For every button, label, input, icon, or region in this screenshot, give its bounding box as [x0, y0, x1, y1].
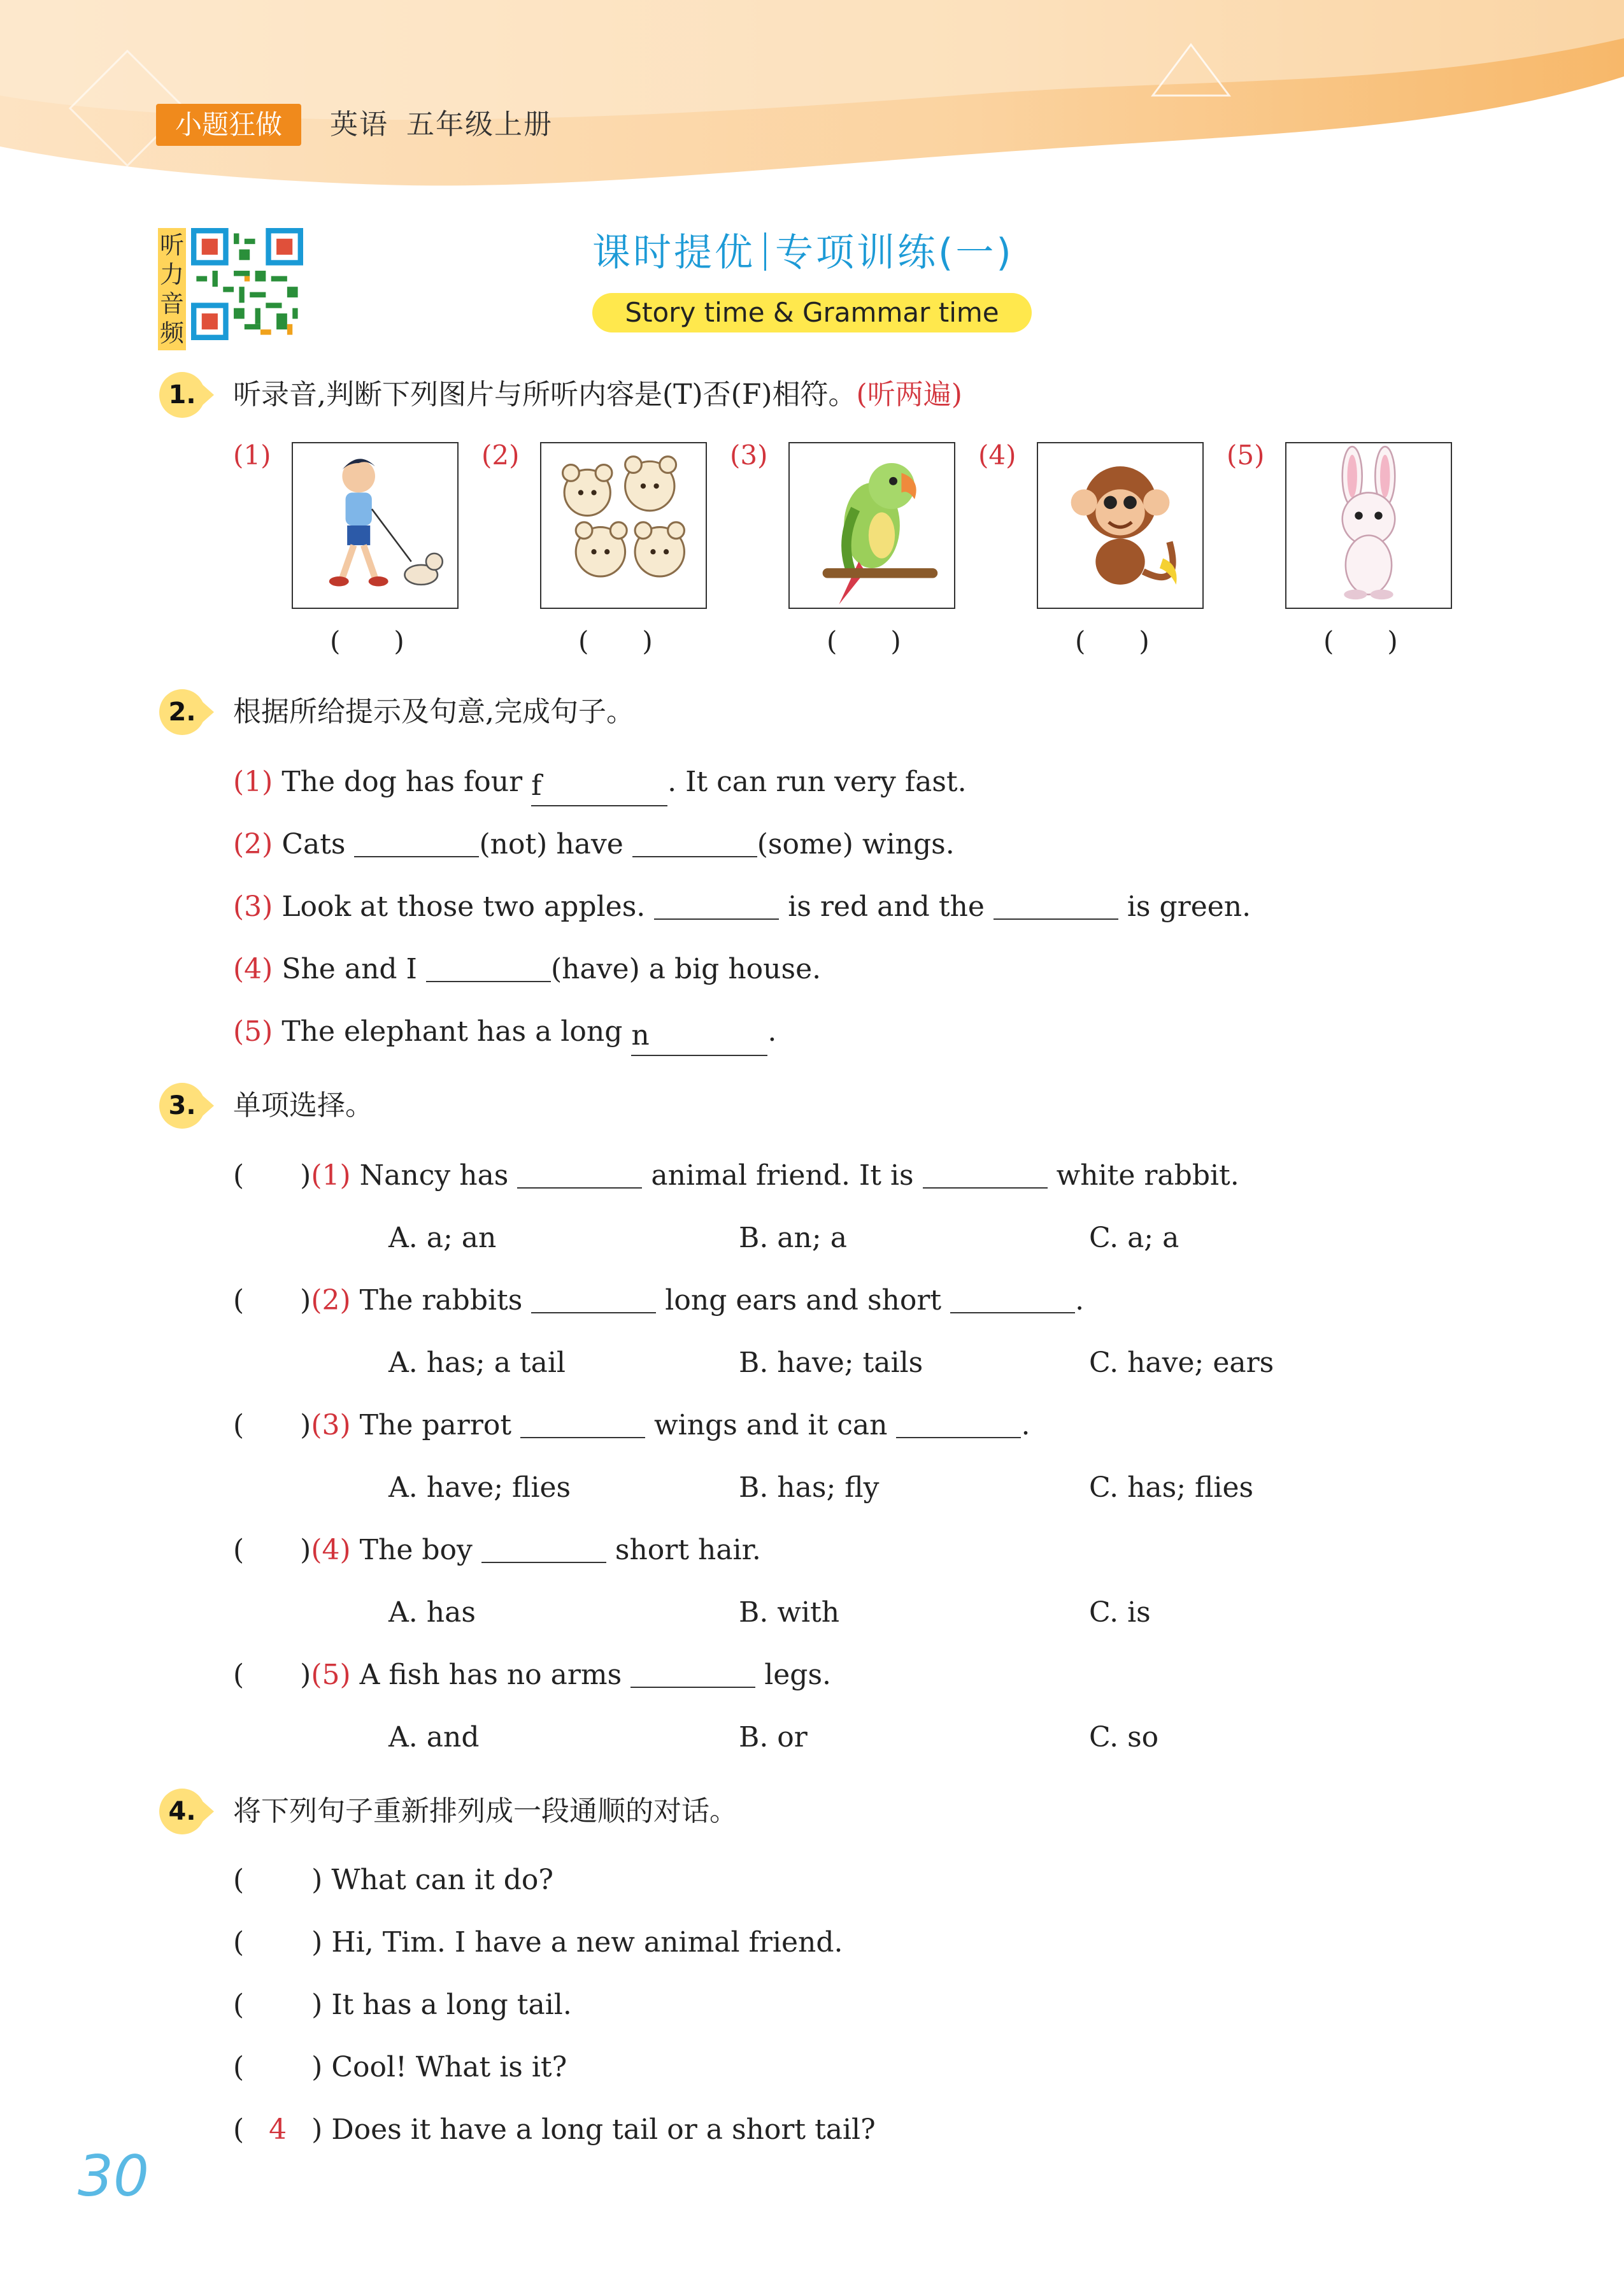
title-divider	[764, 232, 766, 271]
answer-blank[interactable]	[531, 767, 667, 806]
question-text: white rabbit.	[1047, 1159, 1239, 1192]
sentence-text: Look at those two apples.	[281, 890, 655, 923]
option-b[interactable]: B. have; tails	[739, 1347, 923, 1379]
answer-paren[interactable]: ( )	[233, 1534, 311, 1566]
item-number: (5)	[311, 1659, 351, 1691]
option-c[interactable]: C. have; ears	[1089, 1347, 1274, 1379]
section-1-number: 1.	[159, 372, 205, 418]
rabbit-icon	[1286, 443, 1451, 608]
parrot-icon	[790, 443, 954, 608]
subject-label: 英语	[330, 108, 388, 141]
answer-blank	[517, 1159, 642, 1189]
question-text: The parrot	[359, 1409, 521, 1441]
section-1-note: (听两遍)	[856, 378, 962, 411]
qr-label: 听力音频	[158, 228, 186, 350]
sentence-text: . It can run very fast.	[667, 766, 967, 798]
dialogue-line-1	[233, 1861, 553, 1899]
blank-hint-letter: n	[631, 1019, 650, 1052]
paren-close: )	[311, 1926, 323, 1959]
dialogue-text: Does it have a long tail or a short tail?	[331, 2113, 876, 2146]
paren-open: (	[233, 1989, 245, 2021]
choice-question-5	[233, 1656, 831, 1694]
option-a[interactable]: A. have; flies	[388, 1471, 571, 1504]
section-2-number: 2.	[159, 689, 205, 735]
paren-close: )	[311, 1989, 323, 2021]
header-banner	[0, 0, 1624, 197]
answer-paren-1[interactable]: ( )	[330, 625, 404, 657]
answer-paren[interactable]: ( )	[233, 1409, 311, 1441]
question-text: wings and it can	[645, 1409, 897, 1441]
question-text: legs.	[755, 1659, 832, 1691]
option-a[interactable]: A. a; an	[388, 1222, 497, 1254]
sentence-text: is green.	[1118, 890, 1251, 923]
series-tag: 小题狂做	[156, 104, 301, 146]
choice-question-1	[233, 1157, 1239, 1195]
option-a[interactable]: A. has	[388, 1596, 476, 1629]
fill-sentence-2	[233, 825, 955, 864]
sentence-text: She and I	[281, 953, 426, 985]
picture-number-2: (2)	[481, 439, 520, 471]
picture-2	[540, 442, 707, 609]
sentence-text: The dog has four	[281, 766, 532, 798]
sentence-text: (not) have	[479, 828, 632, 861]
picture-1	[292, 442, 459, 609]
paren-close: )	[311, 2113, 323, 2146]
paren-close: )	[311, 1864, 323, 1896]
lesson-title-left: 课时提优	[592, 231, 755, 275]
item-number: (4)	[233, 953, 273, 985]
item-number: (1)	[311, 1159, 351, 1192]
item-number: (2)	[311, 1284, 351, 1317]
answer-blank[interactable]	[632, 828, 757, 857]
dialogue-text: Cool! What is it?	[331, 2051, 567, 2083]
dialogue-text: Hi, Tim. I have a new animal friend.	[331, 1926, 843, 1959]
boy-walking-dog-icon	[293, 443, 457, 608]
section-2-instruction: 根据所给提示及句意,完成句子。	[233, 696, 634, 728]
question-text: Nancy has	[359, 1159, 518, 1192]
option-a[interactable]: A. and	[388, 1721, 480, 1754]
order-answer[interactable]: 4	[269, 2113, 287, 2146]
item-number: (3)	[311, 1409, 351, 1441]
paren-open: (	[233, 2113, 245, 2146]
lesson-title	[592, 224, 1014, 282]
answer-blank[interactable]	[654, 890, 779, 920]
dialogue-line-3	[233, 1986, 572, 2024]
item-number: (3)	[233, 890, 273, 923]
answer-blank[interactable]	[354, 828, 479, 857]
question-text: .	[1021, 1409, 1030, 1441]
sentence-text: Cats	[281, 828, 355, 861]
sentence-text: is red and the	[779, 890, 994, 923]
picture-number-4: (4)	[978, 439, 1016, 471]
answer-blank	[630, 1659, 755, 1688]
answer-blank	[923, 1159, 1048, 1189]
blank-hint-letter: f	[531, 769, 542, 802]
sentence-text: The elephant has a long	[281, 1015, 632, 1048]
answer-paren[interactable]: ( )	[233, 1284, 311, 1317]
fill-sentence-5	[233, 1013, 776, 1056]
option-c[interactable]: C. so	[1089, 1721, 1159, 1754]
paren-open: (	[233, 1864, 245, 1896]
monkey-icon	[1038, 443, 1202, 608]
dialogue-text: It has a long tail.	[331, 1989, 572, 2021]
choice-question-2	[233, 1282, 1084, 1320]
answer-blank[interactable]	[994, 890, 1118, 920]
option-b[interactable]: B. an; a	[739, 1222, 847, 1254]
paren-close: )	[311, 2051, 323, 2083]
option-c[interactable]: C. is	[1089, 1596, 1151, 1629]
lesson-title-right: 专项训练(一)	[775, 231, 1014, 275]
question-text: A fish has no arms	[359, 1659, 631, 1691]
answer-paren[interactable]: ( )	[233, 1659, 311, 1691]
item-number: (5)	[233, 1015, 273, 1048]
option-b[interactable]: B. has; fly	[739, 1471, 880, 1504]
fill-sentence-4	[233, 950, 821, 989]
answer-paren-5[interactable]: ( )	[1323, 625, 1398, 657]
option-c[interactable]: C. has; flies	[1089, 1471, 1254, 1504]
picture-number-5: (5)	[1227, 439, 1265, 471]
section-4-instruction: 将下列句子重新排列成一段通顺的对话。	[233, 1795, 737, 1827]
sentence-text: .	[767, 1015, 777, 1048]
question-text: animal friend. It is	[642, 1159, 923, 1192]
option-b[interactable]: B. with	[739, 1596, 840, 1629]
paren-open: (	[233, 2051, 245, 2083]
fill-sentence-1	[233, 763, 967, 806]
picture-number-1: (1)	[233, 439, 271, 471]
answer-blank	[896, 1409, 1021, 1438]
question-text: short hair.	[606, 1534, 761, 1566]
dialogue-line-4	[233, 2048, 567, 2087]
grade-label: 五年级上册	[406, 108, 553, 141]
picture-3	[788, 442, 955, 609]
paren-open: (	[233, 1926, 245, 1959]
sentence-text: (have) a big house.	[550, 953, 822, 985]
lesson-subtitle: Story time & Grammar time	[592, 293, 1032, 332]
dialogue-line-5	[233, 2111, 876, 2149]
answer-paren-4[interactable]: ( )	[1075, 625, 1150, 657]
item-number: (2)	[233, 828, 273, 861]
section-3-instruction: 单项选择。	[233, 1089, 373, 1122]
answer-blank	[950, 1284, 1075, 1313]
answer-paren-3[interactable]: ( )	[827, 625, 901, 657]
choice-question-3	[233, 1406, 1030, 1445]
answer-blank	[481, 1534, 606, 1563]
answer-blank	[520, 1409, 645, 1438]
answer-blank	[531, 1284, 656, 1313]
section-1-instruction	[233, 372, 962, 418]
option-a[interactable]: A. has; a tail	[388, 1347, 566, 1379]
sentence-text: (some) wings.	[757, 828, 955, 861]
answer-paren-2[interactable]: ( )	[578, 625, 653, 657]
item-number: (1)	[233, 766, 273, 798]
question-text: long ears and short	[656, 1284, 951, 1317]
answer-blank[interactable]	[426, 953, 551, 982]
fill-sentence-3	[233, 888, 1251, 926]
picture-5	[1285, 442, 1452, 609]
answer-blank[interactable]	[631, 1017, 767, 1056]
option-c[interactable]: C. a; a	[1089, 1222, 1179, 1254]
picture-number-3: (3)	[730, 439, 768, 471]
dialogue-line-2	[233, 1924, 843, 1962]
picture-4	[1037, 442, 1204, 609]
answer-paren[interactable]: ( )	[233, 1159, 311, 1192]
option-b[interactable]: B. or	[739, 1721, 808, 1754]
section-1-text: 听录音,判断下列图片与所听内容是(T)否(F)相符。	[233, 378, 857, 411]
question-text: The boy	[359, 1534, 481, 1566]
bears-icon	[541, 443, 706, 608]
book-info	[330, 104, 571, 146]
question-text: .	[1075, 1284, 1085, 1317]
item-number: (4)	[311, 1534, 351, 1566]
section-4-number: 4.	[159, 1789, 205, 1834]
section-3-number: 3.	[159, 1083, 205, 1129]
question-text: The rabbits	[359, 1284, 532, 1317]
page-number: 30	[78, 2143, 149, 2209]
dialogue-text: What can it do?	[331, 1864, 553, 1896]
choice-question-4	[233, 1531, 761, 1569]
qr-code-icon[interactable]	[191, 228, 303, 340]
